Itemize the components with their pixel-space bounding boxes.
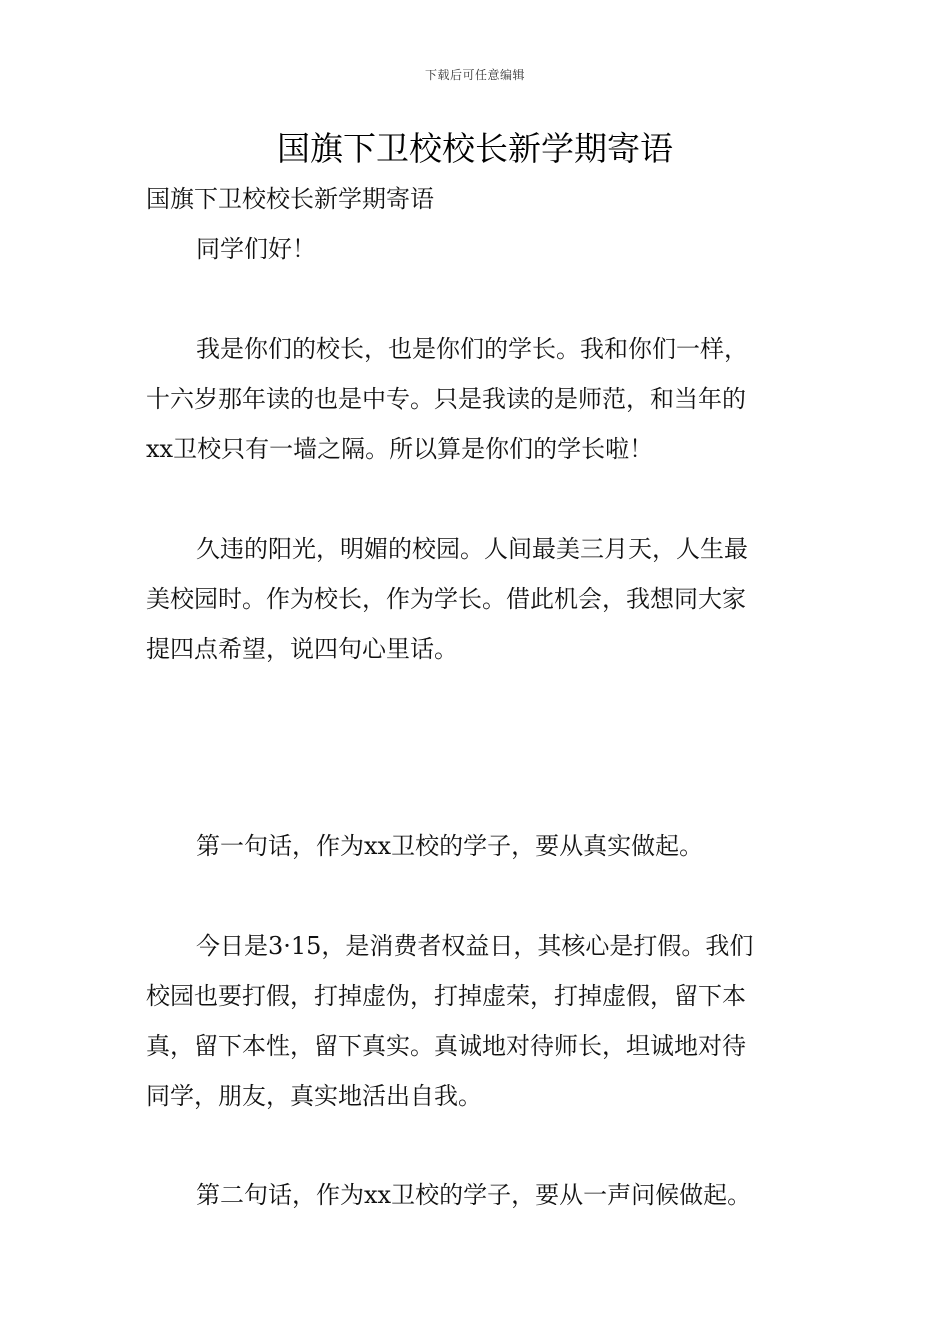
paragraph-1-line-3: xx卫校只有一墙之隔。所以算是你们的学长啦！ xyxy=(146,435,654,463)
paragraph-3-line-1: 第一句话，作为xx卫校的学子，要从真实做起。 xyxy=(196,832,704,860)
paragraph-2-line-3: 提四点希望，说四句心里话。 xyxy=(146,635,458,663)
paragraph-1-line-2: 十六岁那年读的也是中专。只是我读的是师范，和当年的 xyxy=(146,385,746,413)
paragraph-2-line-2: 美校园时。作为校长，作为学长。借此机会，我想同大家 xyxy=(146,585,746,613)
document-title: 国旗下卫校校长新学期寄语 xyxy=(277,129,673,168)
paragraph-5-line-1: 第二句话，作为xx卫校的学子，要从一声问候做起。 xyxy=(196,1181,752,1209)
paragraph-4-line-4: 同学，朋友，真实地活出自我。 xyxy=(146,1082,482,1110)
paragraph-1-line-1: 我是你们的校长，也是你们的学长。我和你们一样， xyxy=(196,335,748,363)
paragraph-4-line-3: 真，留下本性，留下真实。真诚地对待师长，坦诚地对待 xyxy=(146,1032,746,1060)
header-note: 下载后可任意编辑 xyxy=(424,68,525,82)
paragraph-4-line-1: 今日是3·15，是消费者权益日，其核心是打假。我们 xyxy=(196,932,754,960)
paragraph-2-line-1: 久违的阳光，明媚的校园。人间最美三月天，人生最 xyxy=(196,535,748,563)
subtitle: 国旗下卫校校长新学期寄语 xyxy=(146,185,434,213)
paragraph-4-line-2: 校园也要打假，打掉虚伪，打掉虚荣，打掉虚假，留下本 xyxy=(146,982,746,1010)
greeting: 同学们好！ xyxy=(196,235,316,263)
